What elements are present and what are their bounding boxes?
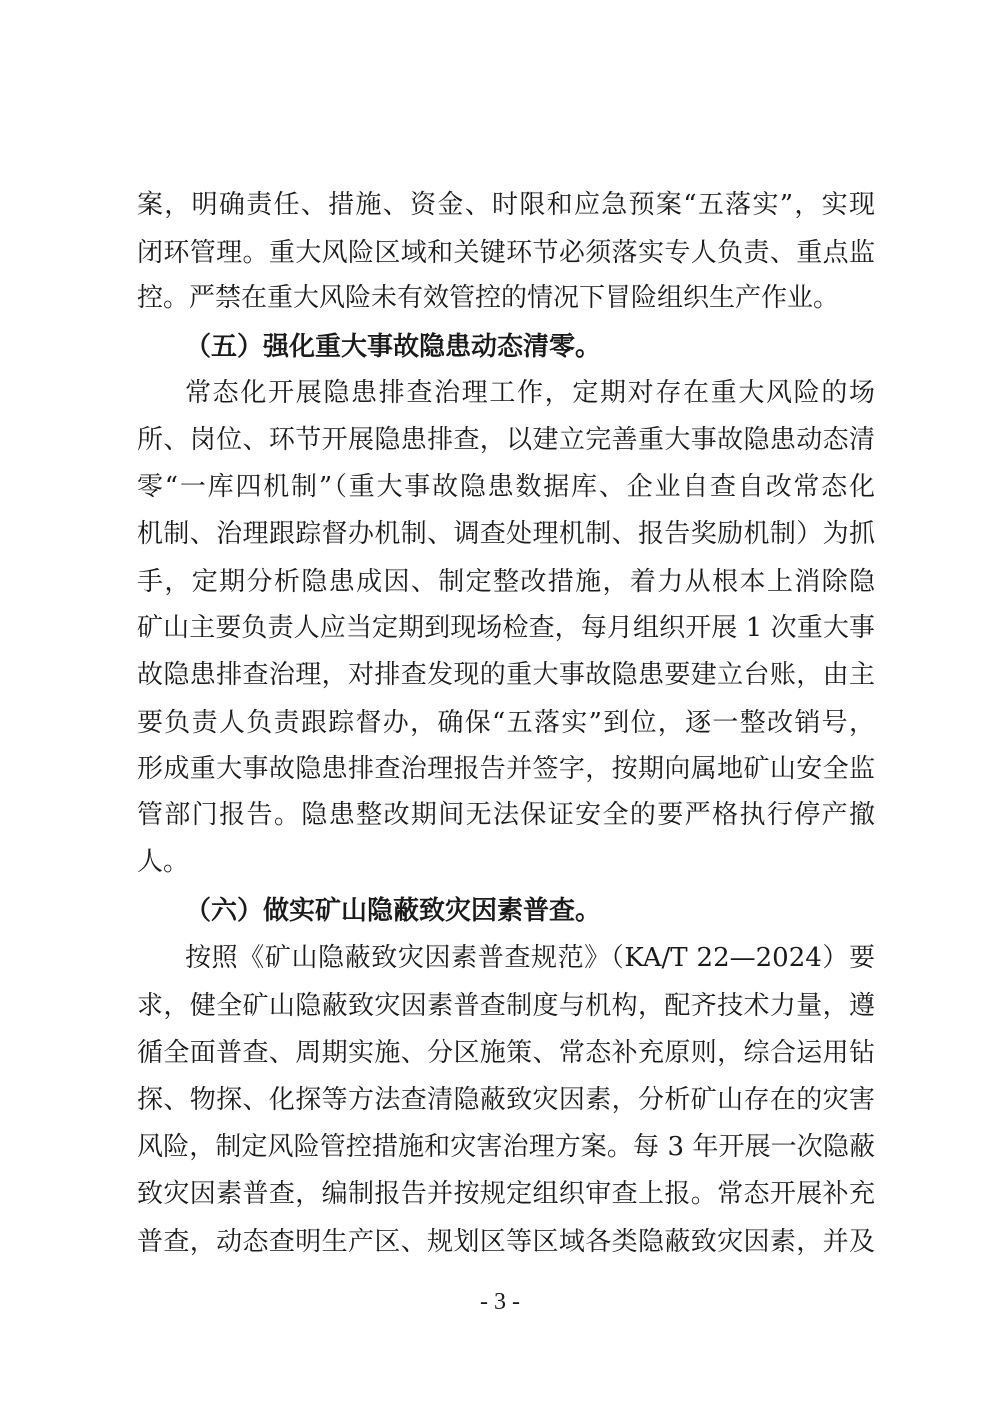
page-number: - 3 - — [480, 1289, 520, 1315]
body-line: 普查，动态查明生产区、规划区等区域各类隐蔽致灾因素，并及 — [137, 1227, 875, 1257]
body-line: 形成重大事故隐患排查治理报告并签字，按期向属地矿山安全监 — [137, 754, 875, 784]
body-line: 案，明确责任、措施、资金、时限和应急预案“五落实”，实现 — [137, 190, 875, 220]
body-line: 探、物探、化探等方法查清隐蔽致灾因素，分析矿山存在的灾害 — [137, 1085, 875, 1115]
body-line: 控。严禁在重大风险未有效管控的情况下冒险组织生产作业。 — [137, 283, 840, 313]
body-line: 常态化开展隐患排查治理工作，定期对存在重大风险的场 — [185, 378, 875, 408]
body-line: 要负责人负责跟踪督办，确保“五落实”到位，逐一整改销号， — [137, 708, 875, 738]
body-line: 致灾因素普查，编制报告并按规定组织审查上报。常态开展补充 — [137, 1179, 875, 1209]
section-heading-5: （五）强化重大事故隐患动态清零。 — [185, 332, 602, 362]
body-line: 风险，制定风险管控措施和灾害治理方案。每 3 年开展一次隐蔽 — [137, 1132, 875, 1162]
body-line: 所、岗位、环节开展隐患排查，以建立完善重大事故隐患动态清 — [137, 425, 875, 455]
body-line: 求，健全矿山隐蔽致灾因素普查制度与机构，配齐技术力量，遵 — [137, 991, 875, 1021]
body-line: 零“一库四机制”（重大事故隐患数据库、企业自查自改常态化 — [137, 472, 875, 502]
body-line: 管部门报告。隐患整改期间无法保证安全的要严格执行停产撤 — [137, 800, 875, 830]
body-line: 按照《矿山隐蔽致灾因素普查规范》（KA/T 22—2024）要 — [185, 943, 875, 973]
body-line: 机制、治理跟踪督办机制、调查处理机制、报告奖励机制）为抓 — [137, 519, 875, 549]
body-line: 循全面普查、周期实施、分区施策、常态补充原则，综合运用钻 — [137, 1038, 875, 1068]
body-line: 故隐患排查治理，对排查发现的重大事故隐患要建立台账，由主 — [137, 660, 875, 690]
body-line: 闭环管理。重大风险区域和关键环节必须落实专人负责、重点监 — [137, 238, 875, 268]
section-heading-6: （六）做实矿山隐蔽致灾因素普查。 — [185, 896, 602, 926]
body-line: 矿山主要负责人应当定期到现场检查，每月组织开展 1 次重大事 — [137, 613, 875, 643]
body-line: 人。 — [137, 847, 190, 877]
body-line: 手，定期分析隐患成因、制定整改措施，着力从根本上消除隐 — [137, 567, 875, 597]
